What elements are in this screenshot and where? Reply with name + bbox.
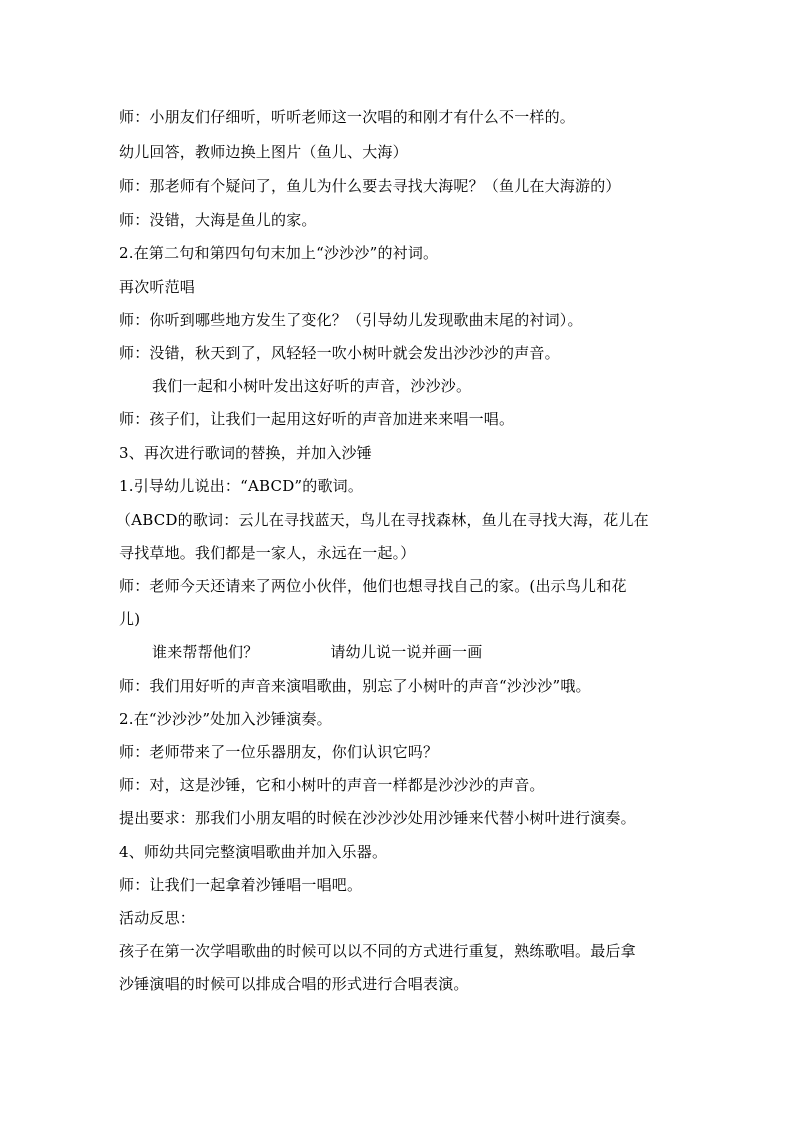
paragraph-line [152, 643, 712, 661]
paragraph-line: 2.在“沙沙沙”处加入沙锤演奏。 [119, 710, 332, 728]
paragraph-line: 幼儿回答，教师边换上图片（鱼儿、大海） [119, 143, 408, 161]
paragraph-line: 师：那老师有个疑问了，鱼儿为什么要去寻找大海呢？（鱼儿在大海游的） [119, 177, 621, 195]
paragraph-line: （ABCD的歌词：云儿在寻找蓝天，鸟儿在寻找森林，鱼儿在寻找大海，花儿在 [116, 511, 649, 529]
paragraph-line: 师：小朋友们仔细听，听听老师这一次唱的和刚才有什么不一样的。 [119, 108, 576, 126]
paragraph-line: 师：没错，秋天到了，风轻轻一吹小树叶就会发出沙沙沙的声音。 [119, 344, 560, 362]
paragraph-line: 寻找草地。我们都是一家人，永远在一起。） [119, 544, 416, 562]
paragraph-line: 师：对，这是沙锤，它和小树叶的声音一样都是沙沙沙的声音。 [119, 776, 545, 794]
question-text: 谁来帮帮他们？ [152, 643, 259, 661]
paragraph-line: 再次听范唱 [119, 278, 196, 296]
paragraph-line: 师：老师今天还请来了两位小伙伴，他们也想寻找自己的家。(出示鸟儿和花 [119, 577, 627, 595]
paragraph-line: 我们一起和小树叶发出这好听的声音，沙沙沙。 [152, 377, 472, 395]
paragraph-line: 师：老师带来了一位乐器朋友，你们认识它吗？ [119, 743, 439, 761]
paragraph-line: 师：我们用好听的声音来演唱歌曲，别忘了小树叶的声音“沙沙沙”哦。 [119, 677, 591, 695]
paragraph-line: 师：让我们一起拿着沙锤唱一唱吧。 [119, 876, 363, 894]
paragraph-line: 2.在第二句和第四句句末加上“沙沙沙”的衬词。 [119, 244, 439, 262]
paragraph-line: 1.引导幼儿说出：“ABCD”的歌词。 [119, 477, 364, 495]
paragraph-line: 师：孩子们，让我们一起用这好听的声音加进来来唱一唱。 [119, 410, 515, 428]
paragraph-line: 师：你听到哪些地方发生了变化？（引导幼儿发现歌曲末尾的衬词）。 [119, 311, 583, 329]
paragraph-line: 儿) [119, 610, 141, 628]
section-heading: 3、再次进行歌词的替换，并加入沙锤 [119, 444, 372, 462]
section-heading: 4、师幼共同完整演唱歌曲并加入乐器。 [119, 843, 388, 861]
reflection-heading: 活动反思： [119, 909, 196, 927]
paragraph-line: 师：没错，大海是鱼儿的家。 [119, 211, 317, 229]
paragraph-line: 孩子在第一次学唱歌曲的时候可以以不同的方式进行重复，熟练歌唱。最后拿 [119, 942, 636, 960]
paragraph-line: 提出要求：那我们小朋友唱的时候在沙沙沙处用沙锤来代替小树叶进行演奏。 [119, 809, 636, 827]
paragraph-line: 沙锤演唱的时候可以排成合唱的形式进行合唱表演。 [119, 975, 469, 993]
instruction-text: 请幼儿说一说并画一画 [330, 643, 483, 661]
